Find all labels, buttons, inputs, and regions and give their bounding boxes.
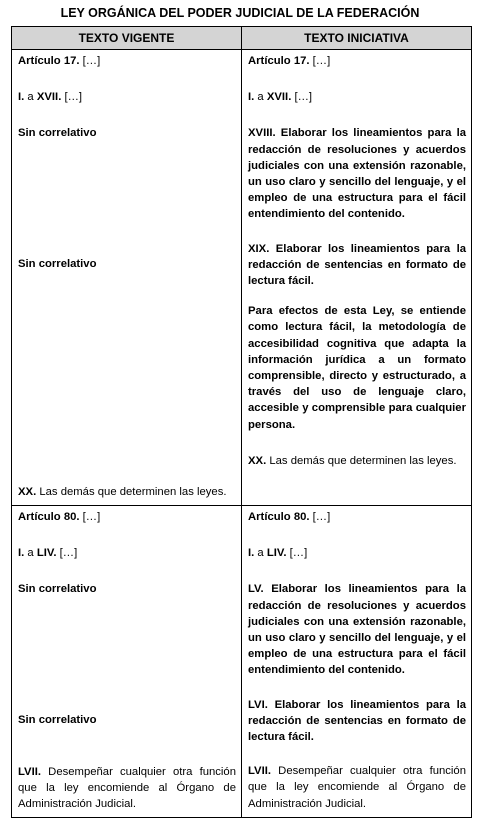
sin-correlativo-label: Sin correlativo — [18, 127, 97, 140]
article-heading: Artículo 80. […] — [248, 511, 331, 524]
sin-correlativo-label: Sin correlativo — [18, 583, 97, 596]
cell-vigente-art17 — [12, 50, 242, 506]
header-texto-iniciativa: TEXTO INICIATIVA — [242, 27, 472, 50]
fraction-range: I. a XVII. […] — [18, 91, 83, 104]
fraction-lvii: LVII. Desempeñar cualquier otra función que la ley encomiende al Órgano de Administración Judicial. — [18, 765, 236, 811]
document-title: LEY ORGÁNICA DEL PODER JUDICIAL DE LA FEDERACIÓN — [60, 6, 420, 20]
cell-vigente-art80 — [12, 506, 242, 818]
table-header-row — [12, 27, 472, 50]
header-texto-vigente: TEXTO VIGENTE — [12, 27, 242, 50]
fraction-xx: XX. Las demás que determinen las leyes. — [18, 485, 227, 498]
fraction-xviii: XVIII. Elaborar los lineamientos para la redacción de resoluciones y acuerdos judiciales con una extensión razonable, un uso claro y sencillo del lenguaje, y el empleo de una estructura para el fácil entendimiento del contenido. — [248, 127, 466, 221]
fraction-range: I. a LIV. […] — [248, 547, 308, 560]
table-row-articulo-17 — [12, 50, 472, 506]
sin-correlativo-label: Sin correlativo — [18, 257, 97, 270]
article-heading: Artículo 17. […] — [18, 55, 101, 67]
fraction-lvii: LVII. Desempeñar cualquier otra función que la ley encomiende al Órgano de Administración Judicial. — [248, 765, 466, 810]
cell-iniciativa-art80 — [242, 506, 472, 818]
fraction-lvi: LVI. Elaborar los lineamientos para la redacción de sentencias en formato de lectura fácil. — [248, 698, 466, 744]
fraction-xx: XX. Las demás que determinen las leyes. — [248, 454, 457, 467]
fraction-range: I. a XVII. […] — [248, 91, 313, 104]
sin-correlativo-label: Sin correlativo — [18, 713, 97, 726]
table-row-articulo-80 — [12, 506, 472, 818]
article-heading: Artículo 80. […] — [18, 511, 101, 524]
fraction-range: I. a LIV. […] — [18, 547, 78, 560]
lectura-facil-definition: Para efectos de esta Ley, se entiende como lectura fácil, la metodología de accesibilidad cognitiva que adapta la información jurídica a un formato comprensible, directo y estructurado, a través del uso de lenguaje claro, accesible y comprensible para cualquier persona. — [248, 305, 466, 431]
comparison-table — [11, 26, 472, 818]
fraction-xix: XIX. Elaborar los lineamientos para la redacción de sentencias en formato de lectura fácil. — [248, 242, 466, 288]
fraction-lv: LV. Elaborar los lineamientos para la redacción de resoluciones y acuerdos judiciales con una extensión razonable, un uso claro y sencillo del lenguaje, y el empleo de una estructura para el fácil entendimiento del contenido. — [248, 583, 466, 677]
article-heading: Artículo 17. […] — [248, 55, 331, 67]
cell-iniciativa-art17 — [242, 50, 472, 506]
